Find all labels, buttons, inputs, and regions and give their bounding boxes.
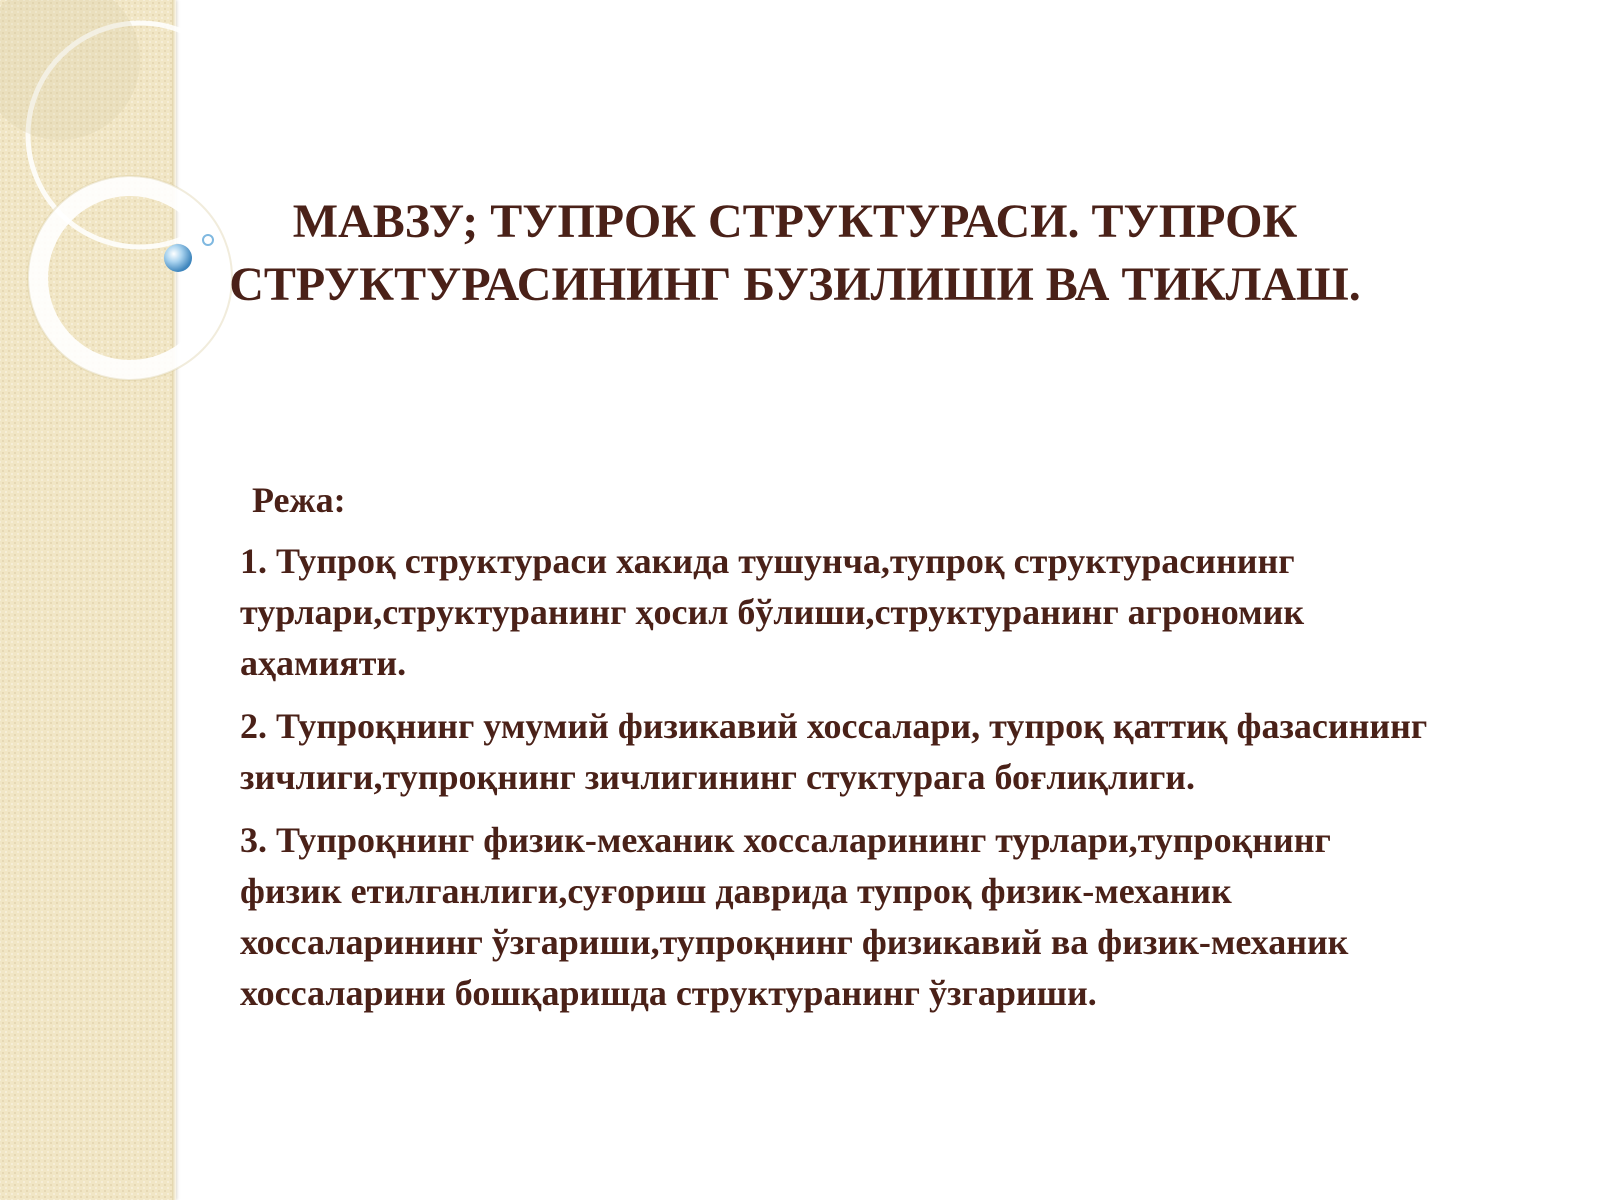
slide-title: МАВЗУ; ТУПРОК СТРУКТУРАСИ. ТУПРОК СТРУКТУРАСИНИНГ БУЗИЛИШИ ВА ТИКЛАШ. bbox=[229, 195, 1361, 311]
ring-top-shade bbox=[0, 0, 140, 140]
plan-item-1: 1. Тупроқ структураси хакида тушунча,тупроқ структурасининг турлари,структуранинг ҳосил бўлиши,структуранинг агрономик аҳамияти. bbox=[240, 541, 1305, 683]
plan-heading: Режа: bbox=[252, 480, 346, 520]
plan-content bbox=[240, 476, 1440, 1031]
plan-item-2: 2. Тупроқнинг умумий физикавий хоссалари, тупроқ қаттиқ фазасининг зичлиги,тупроқнинг зичлигининг стуктурага боғлиқлиги. bbox=[240, 706, 1428, 797]
plan-item-3: 3. Тупроқнинг физик-механик хоссаларининг турлари,тупроқнинг физик етилганлиги,суғориш даврида тупроқ физик-механик хоссаларининг ўзгариши,тупроқнинг физикавий ва физик-механик хоссаларини бошқаришда структуранинг ўзгариши. bbox=[240, 820, 1349, 1013]
